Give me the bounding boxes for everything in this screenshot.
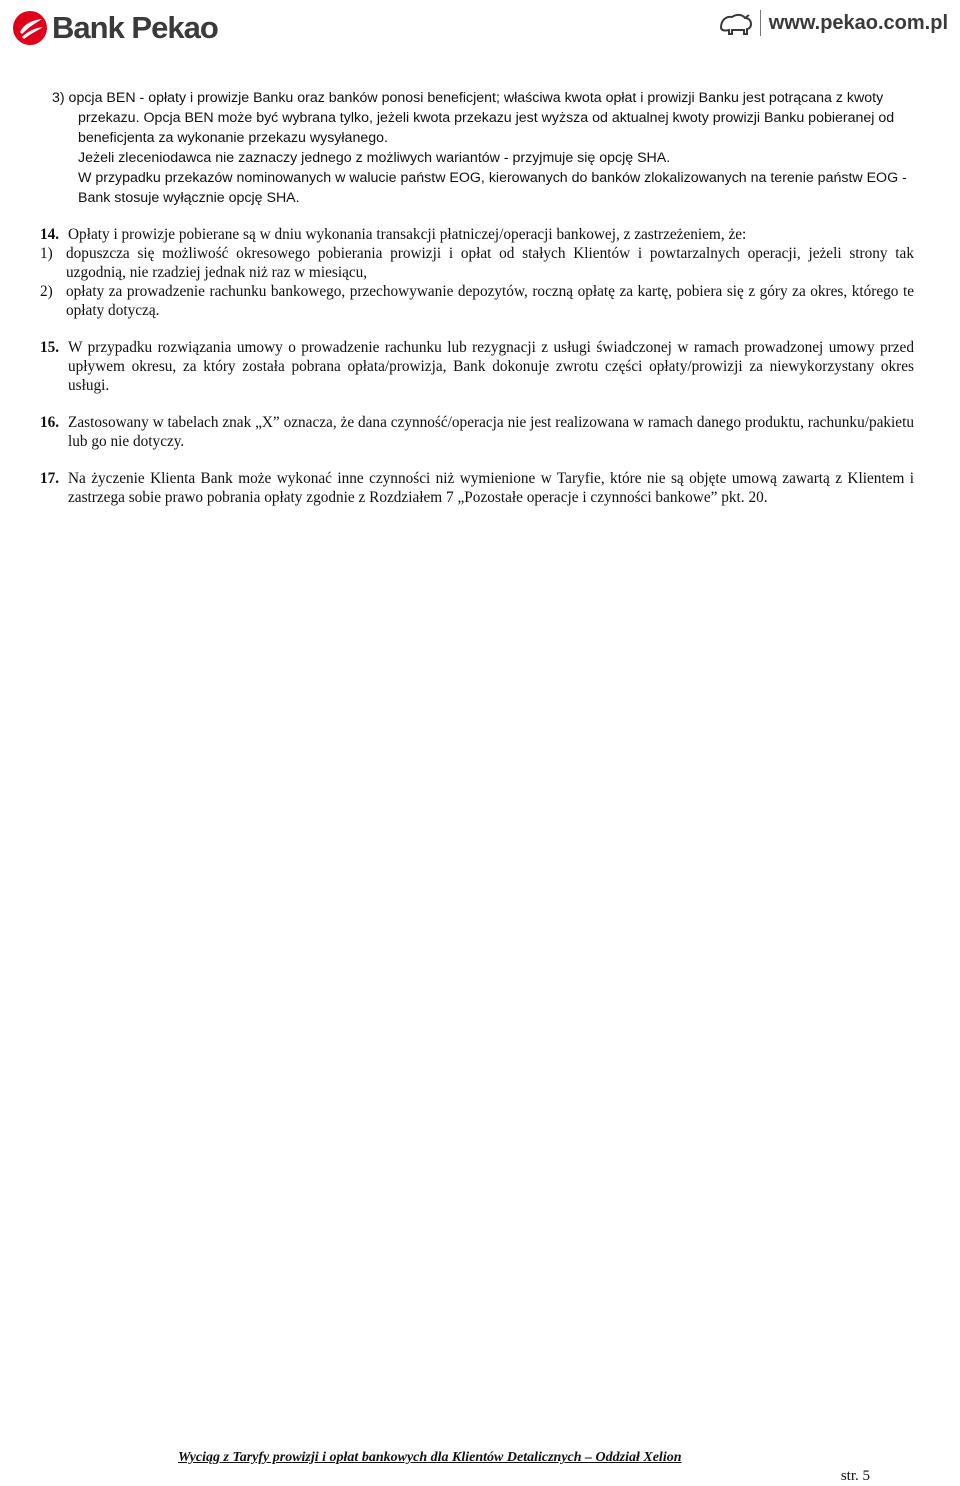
list-item-text: opłaty za prowadzenie rachunku bankowego, przechowywanie depozytów, roczną opłatę za kartę, pobiera się z góry za okres, którego te opłaty dotyczą. [66,283,914,319]
section-number: 15. [40,339,60,356]
section-text: Na życzenie Klienta Bank może wykonać inne czynności niż wymienione w Taryfie, które nie są objęte umową zawartą z Klientem i zastrzega sobie prawo pobrania opłaty zgodnie z Rozdziałem 7 „Pozostałe operacje i czynności bankowe” pkt. 20. [68,470,914,506]
section-text: W przypadku rozwiązania umowy o prowadzenie rachunku lub rezygnacji z usługi świadczonej w ramach prowadzonej umowy przed upływem okresu, za który została pobrana opłata/prowizja, Bank dokonuje zwrotu części opłaty/prowizji za niewykorzystany okres usługi. [68,339,914,394]
section-15 [40,338,914,395]
section-16 [40,413,914,451]
document-body [40,88,914,507]
list-item-text: dopuszcza się możliwość okresowego pobierania prowizji i opłat od stałych Klientów i powtarzalnych operacji, jeżeli strony tak uzgodnią, nie rzadziej jednak niż raz w miesiącu, [66,245,914,281]
section-number: 17. [40,470,60,487]
bank-logo [12,8,218,48]
section-17 [40,469,914,507]
page-header [0,0,960,60]
list-item [40,244,914,282]
footer-title: Wyciąg z Taryfy prowizji i opłat bankowych dla Klientów Detalicznych – Oddział Xelion [178,1450,682,1465]
option-eog-note: W przypadku przekazów nominowanych w walucie państw EOG, kierowanych do banków zlokalizowanych na terenie państw EOG - Bank stosuje wyłącznie opcję SHA. [78,170,907,206]
list-item-number: 1) [40,245,53,262]
pekao-logo-icon [12,10,48,46]
option-ben-text: 3) opcja BEN - opłaty i prowizje Banku oraz banków ponosi beneficjent; właściwa kwota opłat i prowizji Banku jest potrącana z kwoty przekazu. Opcja BEN może być wybrana tylko, jeżeli kwota przekazu jest wyższa od aktualnej kwoty prowizji Banku pobieranej od beneficjenta za wykonanie przekazu wysyłanego. [52,90,895,146]
site-link[interactable] [718,10,948,36]
section-14 [40,225,914,320]
section-number: 16. [40,414,60,431]
option-default-note: Jeżeli zleceniodawca nie zaznaczy jednego z możliwych wariantów - przyjmuje się opcję SHA. [78,150,671,166]
brand-name: Bank Pekao [52,10,218,45]
section-text: Zastosowany w tabelach znak „X” oznacza, że dana czynność/operacja nie jest realizowana w ramach danego produktu, rachunku/pakietu lub go nie dotyczy. [68,414,914,450]
page-number: str. 5 [840,1468,870,1484]
list-item-number: 2) [40,283,53,300]
site-url[interactable]: www.pekao.com.pl [768,11,948,34]
site-divider [760,10,761,36]
section-14-heading [40,225,914,244]
list-item [40,282,914,320]
bison-icon [718,10,754,36]
option-ben-block [40,88,914,208]
section-number: 14. [40,226,60,243]
section-text: Opłaty i prowizje pobierane są w dniu wykonania transakcji płatniczej/operacji bankowej, z zastrzeżeniem, że: [68,226,747,243]
